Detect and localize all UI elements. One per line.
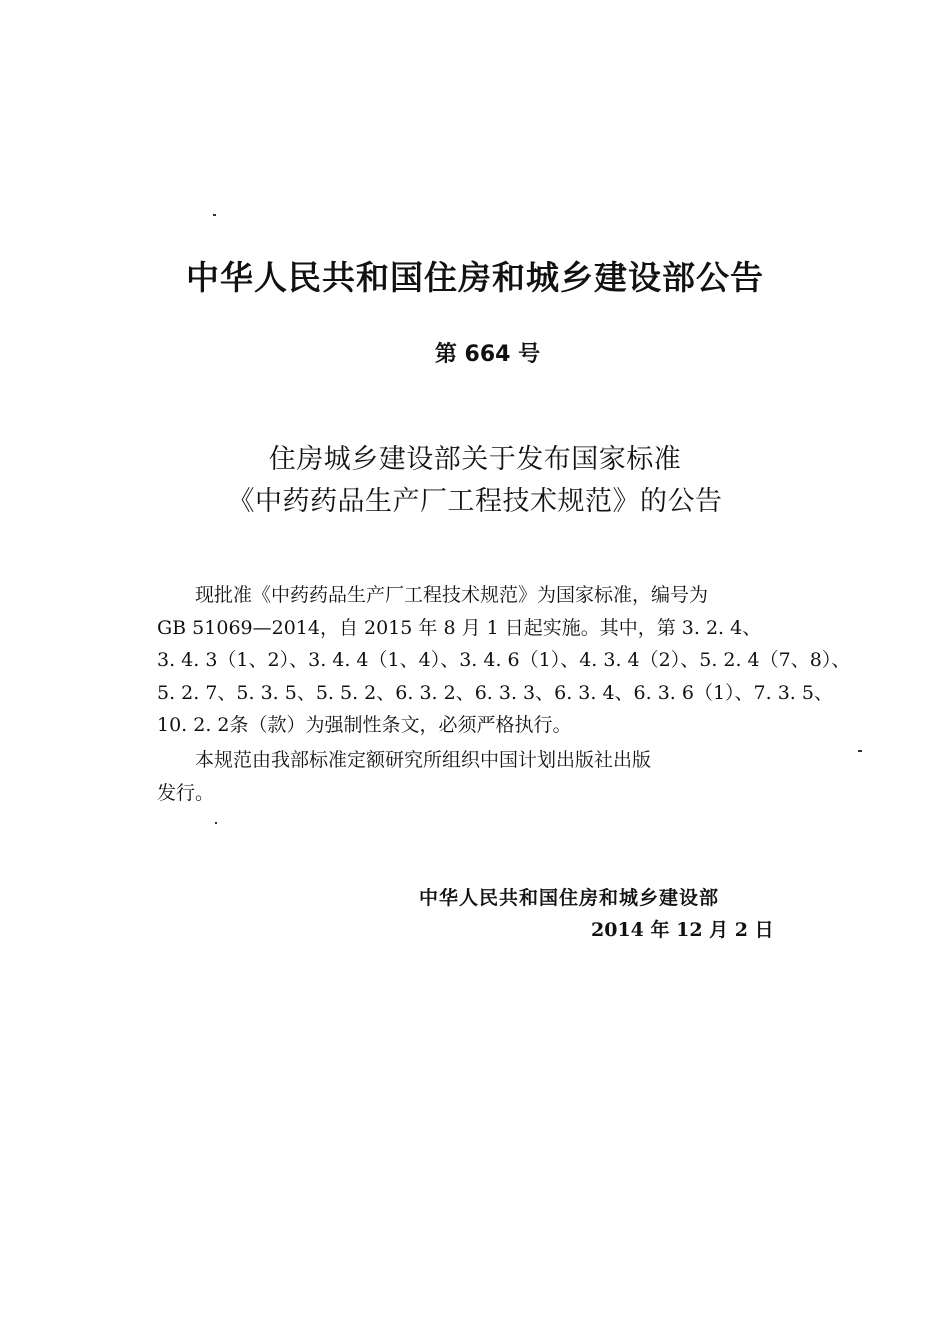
paragraph-1-line: GB 51069—2014，自 2015 年 8 月 1 日起实施。其中，第 3. 2. 4、 [157, 616, 762, 639]
announcement-header: 中华人民共和国住房和城乡建设部公告 [186, 258, 764, 297]
paragraph-2-line: 发行。 [157, 781, 215, 804]
announcement-title-line-2: 《中药药品生产厂工程技术规范》的公告 [227, 486, 723, 517]
scan-speck [213, 214, 216, 216]
announcement-number: 第 664 号 [434, 342, 541, 367]
paragraph-2-line: 本规范由我部标准定额研究所组织中国计划出版社出版 [195, 749, 652, 771]
paragraph-1-line: 现批准《中药药品生产厂工程技术规范》为国家标准，编号为 [195, 584, 709, 606]
signature-date: 2014 年 12 月 2 日 [591, 919, 774, 941]
announcement-title-line-1: 住房城乡建设部关于发布国家标准 [268, 444, 682, 475]
body-paragraph-2 [157, 744, 827, 809]
scan-speck [215, 822, 217, 824]
scan-speck [858, 750, 862, 752]
paragraph-1-line: 3. 4. 3（1、2）、3. 4. 4（1、4）、3. 4. 6（1）、4. 3. 4（2）、5. 2. 4（7、8）、 [157, 649, 851, 671]
signature-organization: 中华人民共和国住房和城乡建设部 [419, 887, 720, 909]
body-paragraph-1 [157, 579, 851, 742]
paragraph-1-line: 5. 2. 7、5. 3. 5、5. 5. 2、6. 3. 2、6. 3. 3、6. 3. 4、6. 3. 6（1）、7. 3. 5、 [157, 681, 833, 704]
paragraph-1-line: 10. 2. 2条（款）为强制性条文，必须严格执行。 [157, 714, 572, 736]
